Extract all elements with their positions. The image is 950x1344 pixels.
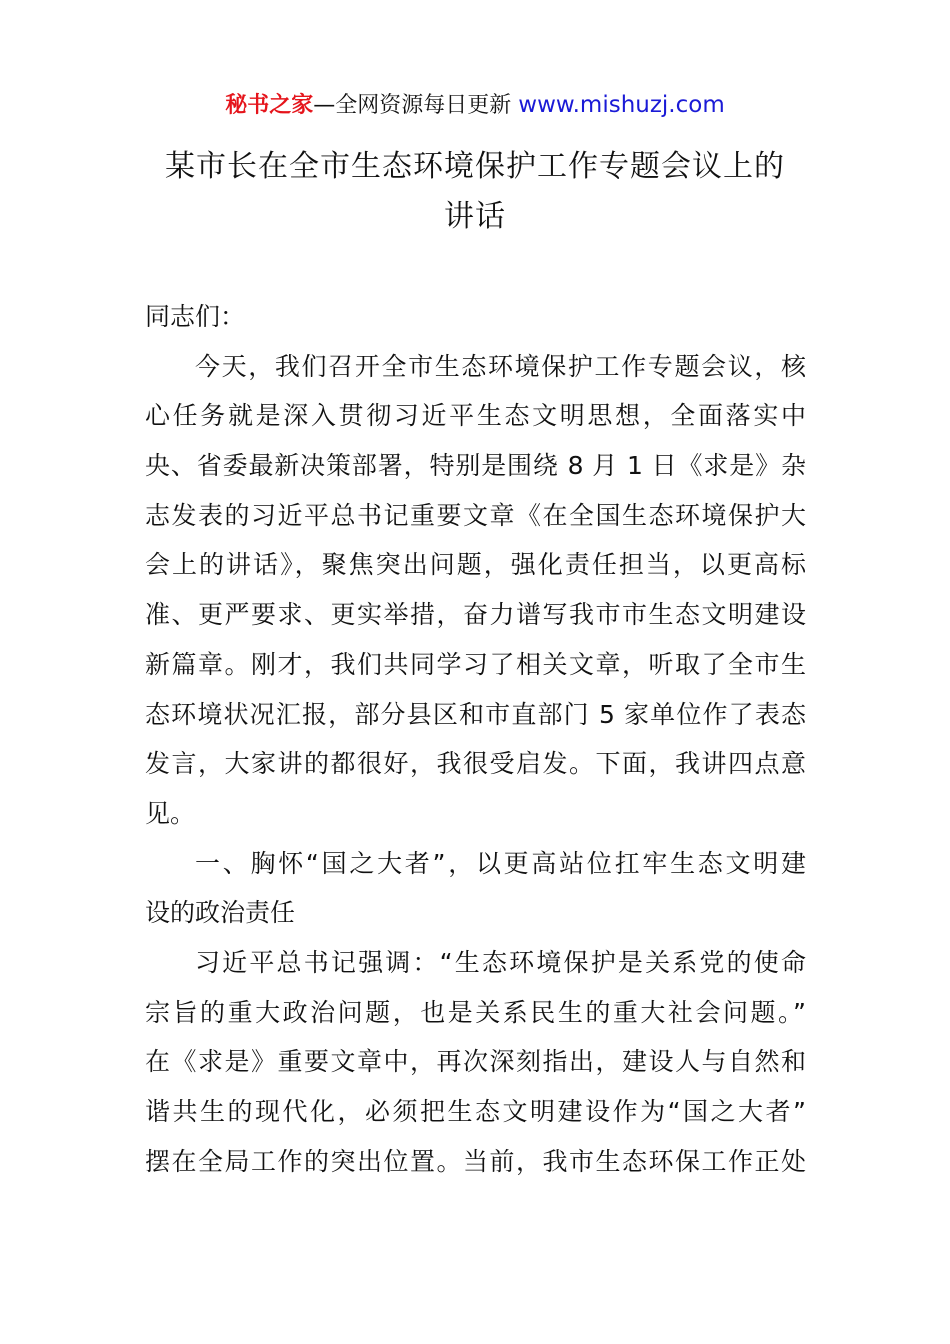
site-banner [0,88,950,123]
text-line: 宗旨的重大政治问题，也是关系民生的重大社会问题。” [145,997,806,1027]
document-title-line-2: 讲话 [444,199,506,234]
text-line: 央、省委最新决策部署，特别是围绕 8 月 1 日《求是》杂 [145,451,806,481]
document-body [145,292,806,1186]
text-line: 同志们： [145,302,246,331]
text-line: 一、胸怀“国之大者”，以更高站位扛牢生态文明建 [195,848,806,878]
text-line: 摆在全局工作的突出位置。当前，我市生态环保工作正处 [145,1146,806,1176]
text-line: 会上的讲话》，聚焦突出问题，强化责任担当，以更高标 [145,550,806,580]
text-line: 在《求是》重要文章中，再次深刻指出，建设人与自然和 [145,1047,806,1077]
banner-brand: 秘书之家 [225,93,314,118]
text-line: 发言，大家讲的都很好，我很受启发。下面，我讲四点意 [145,749,806,779]
text-line: 设的政治责任 [145,898,296,928]
text-line: 习近平总书记强调：“生态环境保护是关系党的使命 [195,947,806,977]
text-line: 态环境状况汇报，部分县区和市直部门 5 家单位作了表态 [145,699,806,729]
text-line: 新篇章。刚才，我们共同学习了相关文章，听取了全市生 [145,649,806,679]
text-line: 志发表的习近平总书记重要文章《在全国生态环境保护大 [145,500,806,530]
banner-tagline: —全网资源每日更新 [313,93,512,118]
text-line: 今天，我们召开全市生态环境保护工作专题会议，核 [195,351,806,381]
text-line: 心任务就是深入贯彻习近平生态文明思想，全面落实中 [145,401,806,431]
banner-url-link[interactable]: www.mishuzj.com [518,92,725,118]
text-line: 谐共生的现代化，必须把生态文明建设作为“国之大者” [145,1097,806,1126]
text-line: 见。 [145,798,196,828]
document-title-line-1: 某市长在全市生态环境保护工作专题会议上的 [165,149,785,184]
text-line: 准、更严要求、更实举措，奋力谱写我市市生态文明建设 [145,600,806,630]
